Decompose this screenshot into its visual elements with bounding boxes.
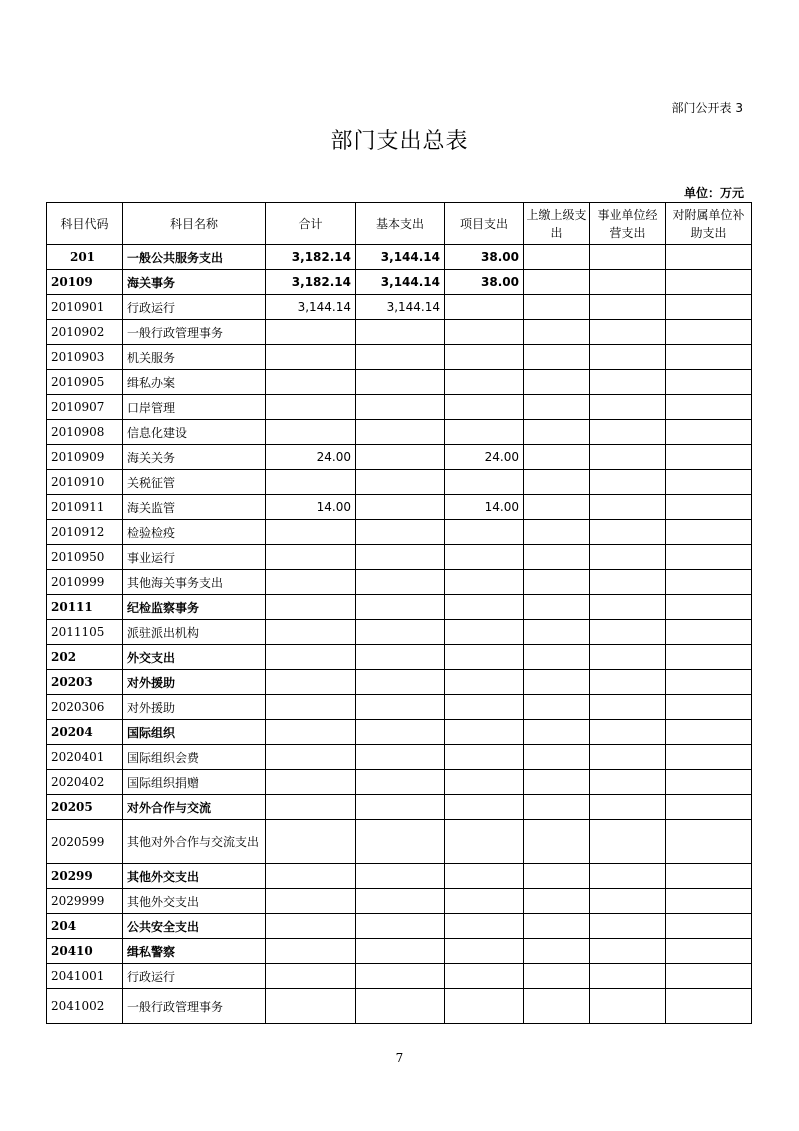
basic-cell <box>356 570 445 595</box>
basic-cell <box>356 720 445 745</box>
total-cell <box>266 345 356 370</box>
basic-cell <box>356 395 445 420</box>
business-cell <box>590 370 666 395</box>
basic-cell <box>356 964 445 989</box>
code-cell: 20203 <box>47 670 123 695</box>
table-row <box>47 914 752 939</box>
total-cell <box>266 370 356 395</box>
name-cell: 其他对外合作与交流支出 <box>123 820 266 864</box>
upper-cell <box>524 320 590 345</box>
name-cell: 缉私警察 <box>123 939 266 964</box>
code-cell: 20205 <box>47 795 123 820</box>
total-cell <box>266 320 356 345</box>
total-cell <box>266 770 356 795</box>
name-cell: 外交支出 <box>123 645 266 670</box>
code-cell: 202 <box>47 645 123 670</box>
code-cell: 2010910 <box>47 470 123 495</box>
code-cell: 2010901 <box>47 295 123 320</box>
subsidy-cell <box>666 645 752 670</box>
name-cell: 对外合作与交流 <box>123 795 266 820</box>
subsidy-cell <box>666 520 752 545</box>
project-cell <box>445 370 524 395</box>
total-cell: 3,182.14 <box>266 245 356 270</box>
subsidy-cell <box>666 595 752 620</box>
project-cell: 14.00 <box>445 495 524 520</box>
table-row <box>47 470 752 495</box>
name-cell: 海关监管 <box>123 495 266 520</box>
basic-cell <box>356 620 445 645</box>
business-cell <box>590 345 666 370</box>
business-cell <box>590 670 666 695</box>
total-cell <box>266 545 356 570</box>
business-cell <box>590 695 666 720</box>
project-cell <box>445 889 524 914</box>
project-cell <box>445 989 524 1024</box>
project-cell <box>445 545 524 570</box>
basic-cell <box>356 420 445 445</box>
upper-cell <box>524 770 590 795</box>
project-cell <box>445 595 524 620</box>
table-row <box>47 645 752 670</box>
basic-cell <box>356 645 445 670</box>
code-cell: 20109 <box>47 270 123 295</box>
business-cell <box>590 470 666 495</box>
upper-cell <box>524 370 590 395</box>
subsidy-cell <box>666 989 752 1024</box>
subsidy-cell <box>666 345 752 370</box>
basic-cell <box>356 939 445 964</box>
business-cell <box>590 320 666 345</box>
business-cell <box>590 645 666 670</box>
header-cell: 合计 <box>266 203 356 245</box>
name-cell: 对外援助 <box>123 695 266 720</box>
basic-cell <box>356 545 445 570</box>
subsidy-cell <box>666 495 752 520</box>
subsidy-cell <box>666 470 752 495</box>
name-cell: 国际组织 <box>123 720 266 745</box>
name-cell: 其他外交支出 <box>123 889 266 914</box>
code-cell: 2010903 <box>47 345 123 370</box>
business-cell <box>590 864 666 889</box>
name-cell: 海关事务 <box>123 270 266 295</box>
project-cell <box>445 745 524 770</box>
project-cell <box>445 345 524 370</box>
total-cell <box>266 670 356 695</box>
code-cell: 2029999 <box>47 889 123 914</box>
business-cell <box>590 245 666 270</box>
project-cell <box>445 645 524 670</box>
basic-cell <box>356 989 445 1024</box>
upper-cell <box>524 964 590 989</box>
basic-cell: 3,144.14 <box>356 270 445 295</box>
basic-cell <box>356 695 445 720</box>
upper-cell <box>524 670 590 695</box>
name-cell: 事业运行 <box>123 545 266 570</box>
subsidy-cell <box>666 720 752 745</box>
business-cell <box>590 964 666 989</box>
code-cell: 2020401 <box>47 745 123 770</box>
header-cell: 基本支出 <box>356 203 445 245</box>
business-cell <box>590 445 666 470</box>
total-cell <box>266 620 356 645</box>
project-cell: 38.00 <box>445 270 524 295</box>
basic-cell <box>356 370 445 395</box>
business-cell <box>590 295 666 320</box>
table-header-row <box>47 203 752 245</box>
upper-cell <box>524 889 590 914</box>
total-cell: 3,182.14 <box>266 270 356 295</box>
business-cell <box>590 520 666 545</box>
subsidy-cell <box>666 889 752 914</box>
name-cell: 纪检监察事务 <box>123 595 266 620</box>
business-cell <box>590 595 666 620</box>
subsidy-cell <box>666 295 752 320</box>
name-cell: 海关关务 <box>123 445 266 470</box>
subsidy-cell <box>666 670 752 695</box>
business-cell <box>590 545 666 570</box>
total-cell <box>266 864 356 889</box>
table-row <box>47 670 752 695</box>
project-cell <box>445 770 524 795</box>
header-cell: 事业单位经营支出 <box>590 203 666 245</box>
business-cell <box>590 395 666 420</box>
table-row <box>47 795 752 820</box>
code-cell: 20410 <box>47 939 123 964</box>
project-cell <box>445 964 524 989</box>
project-cell <box>445 795 524 820</box>
table-row <box>47 889 752 914</box>
upper-cell <box>524 720 590 745</box>
table-row <box>47 695 752 720</box>
total-cell <box>266 645 356 670</box>
code-cell: 2010902 <box>47 320 123 345</box>
basic-cell <box>356 864 445 889</box>
business-cell <box>590 889 666 914</box>
subsidy-cell <box>666 420 752 445</box>
table-row <box>47 595 752 620</box>
subsidy-cell <box>666 914 752 939</box>
total-cell <box>266 720 356 745</box>
name-cell: 缉私办案 <box>123 370 266 395</box>
project-cell <box>445 520 524 545</box>
total-cell <box>266 595 356 620</box>
basic-cell <box>356 820 445 864</box>
name-cell: 国际组织捐赠 <box>123 770 266 795</box>
upper-cell <box>524 295 590 320</box>
subsidy-cell <box>666 939 752 964</box>
name-cell: 检验检疫 <box>123 520 266 545</box>
page-title: 部门支出总表 <box>330 129 469 154</box>
business-cell <box>590 270 666 295</box>
code-cell: 2041002 <box>47 989 123 1024</box>
basic-cell <box>356 595 445 620</box>
table-row <box>47 445 752 470</box>
table-row <box>47 245 752 270</box>
upper-cell <box>524 270 590 295</box>
basic-cell <box>356 795 445 820</box>
table-row <box>47 495 752 520</box>
name-cell: 一般行政管理事务 <box>123 989 266 1024</box>
total-cell <box>266 795 356 820</box>
total-cell <box>266 520 356 545</box>
total-cell <box>266 989 356 1024</box>
total-cell: 14.00 <box>266 495 356 520</box>
unit-label: 单位：万元 <box>683 186 744 200</box>
table-row <box>47 720 752 745</box>
name-cell: 一般公共服务支出 <box>123 245 266 270</box>
name-cell: 国际组织会费 <box>123 745 266 770</box>
basic-cell <box>356 345 445 370</box>
total-cell <box>266 820 356 864</box>
upper-cell <box>524 495 590 520</box>
upper-cell <box>524 645 590 670</box>
table-row <box>47 570 752 595</box>
table-row <box>47 345 752 370</box>
business-cell <box>590 795 666 820</box>
project-cell: 38.00 <box>445 245 524 270</box>
upper-cell <box>524 395 590 420</box>
business-cell <box>590 770 666 795</box>
project-cell <box>445 939 524 964</box>
table-row <box>47 820 752 864</box>
total-cell <box>266 695 356 720</box>
business-cell <box>590 914 666 939</box>
upper-cell <box>524 245 590 270</box>
subsidy-cell <box>666 245 752 270</box>
basic-cell <box>356 495 445 520</box>
upper-cell <box>524 745 590 770</box>
total-cell <box>266 889 356 914</box>
table-row <box>47 745 752 770</box>
name-cell: 派驻派出机构 <box>123 620 266 645</box>
upper-cell <box>524 445 590 470</box>
subsidy-cell <box>666 445 752 470</box>
total-cell: 3,144.14 <box>266 295 356 320</box>
subsidy-cell <box>666 620 752 645</box>
table-row <box>47 864 752 889</box>
name-cell: 其他外交支出 <box>123 864 266 889</box>
table-row <box>47 395 752 420</box>
project-cell <box>445 420 524 445</box>
basic-cell <box>356 770 445 795</box>
project-cell <box>445 864 524 889</box>
table-row <box>47 770 752 795</box>
upper-cell <box>524 864 590 889</box>
basic-cell <box>356 745 445 770</box>
upper-cell <box>524 470 590 495</box>
name-cell: 机关服务 <box>123 345 266 370</box>
name-cell: 其他海关事务支出 <box>123 570 266 595</box>
code-cell: 2010908 <box>47 420 123 445</box>
page-number: 7 <box>395 1051 404 1065</box>
upper-cell <box>524 545 590 570</box>
table-row <box>47 295 752 320</box>
table-row <box>47 964 752 989</box>
name-cell: 公共安全支出 <box>123 914 266 939</box>
upper-cell <box>524 570 590 595</box>
header-cell: 科目代码 <box>47 203 123 245</box>
business-cell <box>590 570 666 595</box>
header-cell: 科目名称 <box>123 203 266 245</box>
basic-cell <box>356 889 445 914</box>
upper-cell <box>524 820 590 864</box>
total-cell <box>266 395 356 420</box>
upper-cell <box>524 595 590 620</box>
header-cell: 对附属单位补助支出 <box>666 203 752 245</box>
code-cell: 2041001 <box>47 964 123 989</box>
table-row <box>47 939 752 964</box>
code-cell: 2011105 <box>47 620 123 645</box>
project-cell <box>445 670 524 695</box>
project-cell <box>445 470 524 495</box>
project-cell <box>445 320 524 345</box>
subsidy-cell <box>666 545 752 570</box>
name-cell: 对外援助 <box>123 670 266 695</box>
table-row <box>47 370 752 395</box>
table-row <box>47 320 752 345</box>
code-cell: 20204 <box>47 720 123 745</box>
project-cell <box>445 695 524 720</box>
business-cell <box>590 820 666 864</box>
table-row <box>47 270 752 295</box>
total-cell <box>266 470 356 495</box>
header-cell: 上缴上级支出 <box>524 203 590 245</box>
subsidy-cell <box>666 964 752 989</box>
subsidy-cell <box>666 820 752 864</box>
subsidy-cell <box>666 270 752 295</box>
business-cell <box>590 420 666 445</box>
code-cell: 204 <box>47 914 123 939</box>
subsidy-cell <box>666 395 752 420</box>
subsidy-cell <box>666 745 752 770</box>
name-cell: 信息化建设 <box>123 420 266 445</box>
name-cell: 关税征管 <box>123 470 266 495</box>
code-cell: 2010912 <box>47 520 123 545</box>
business-cell <box>590 939 666 964</box>
table-body <box>47 245 752 1024</box>
code-cell: 2010909 <box>47 445 123 470</box>
form-label: 部门公开表 3 <box>671 101 743 115</box>
table-row <box>47 620 752 645</box>
code-cell: 20111 <box>47 595 123 620</box>
business-cell <box>590 720 666 745</box>
table-row <box>47 545 752 570</box>
header-cell: 项目支出 <box>445 203 524 245</box>
business-cell <box>590 620 666 645</box>
code-cell: 201 <box>47 245 123 270</box>
table-row <box>47 420 752 445</box>
upper-cell <box>524 345 590 370</box>
total-cell <box>266 745 356 770</box>
code-cell: 2010911 <box>47 495 123 520</box>
table-row <box>47 989 752 1024</box>
code-cell: 20299 <box>47 864 123 889</box>
basic-cell <box>356 520 445 545</box>
subsidy-cell <box>666 795 752 820</box>
total-cell: 24.00 <box>266 445 356 470</box>
basic-cell <box>356 445 445 470</box>
upper-cell <box>524 914 590 939</box>
basic-cell: 3,144.14 <box>356 245 445 270</box>
code-cell: 2010905 <box>47 370 123 395</box>
basic-cell <box>356 670 445 695</box>
project-cell <box>445 295 524 320</box>
total-cell <box>266 964 356 989</box>
subsidy-cell <box>666 695 752 720</box>
upper-cell <box>524 989 590 1024</box>
project-cell: 24.00 <box>445 445 524 470</box>
code-cell: 2010999 <box>47 570 123 595</box>
subsidy-cell <box>666 570 752 595</box>
upper-cell <box>524 695 590 720</box>
subsidy-cell <box>666 864 752 889</box>
subsidy-cell <box>666 770 752 795</box>
code-cell: 2020599 <box>47 820 123 864</box>
name-cell: 一般行政管理事务 <box>123 320 266 345</box>
code-cell: 2020306 <box>47 695 123 720</box>
total-cell <box>266 939 356 964</box>
table-row <box>47 520 752 545</box>
project-cell <box>445 720 524 745</box>
code-cell: 2010950 <box>47 545 123 570</box>
project-cell <box>445 620 524 645</box>
total-cell <box>266 914 356 939</box>
code-cell: 2020402 <box>47 770 123 795</box>
upper-cell <box>524 939 590 964</box>
subsidy-cell <box>666 320 752 345</box>
business-cell <box>590 495 666 520</box>
basic-cell <box>356 914 445 939</box>
name-cell: 行政运行 <box>123 295 266 320</box>
project-cell <box>445 570 524 595</box>
project-cell <box>445 820 524 864</box>
upper-cell <box>524 795 590 820</box>
business-cell <box>590 989 666 1024</box>
name-cell: 行政运行 <box>123 964 266 989</box>
name-cell: 口岸管理 <box>123 395 266 420</box>
project-cell <box>445 395 524 420</box>
upper-cell <box>524 620 590 645</box>
upper-cell <box>524 420 590 445</box>
project-cell <box>445 914 524 939</box>
total-cell <box>266 420 356 445</box>
basic-cell <box>356 320 445 345</box>
subsidy-cell <box>666 370 752 395</box>
basic-cell: 3,144.14 <box>356 295 445 320</box>
code-cell: 2010907 <box>47 395 123 420</box>
expenditure-table <box>46 202 752 1024</box>
upper-cell <box>524 520 590 545</box>
total-cell <box>266 570 356 595</box>
business-cell <box>590 745 666 770</box>
basic-cell <box>356 470 445 495</box>
